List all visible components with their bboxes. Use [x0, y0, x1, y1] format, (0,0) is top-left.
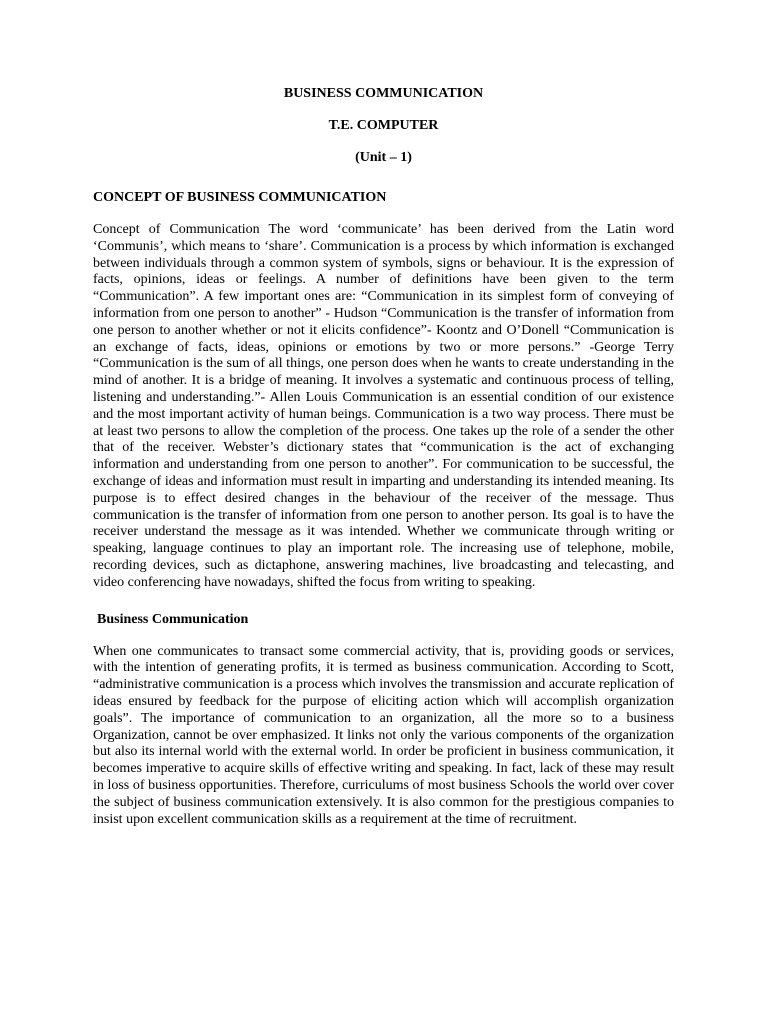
document-page [93, 86, 674, 848]
section-concept [93, 190, 674, 592]
unit-label: (Unit – 1) [355, 150, 412, 165]
section-heading-concept: CONCEPT OF BUSINESS COMMUNICATION [93, 190, 387, 205]
section-heading-business-communication: Business Communication [97, 611, 249, 627]
course-name: T.E. COMPUTER [328, 118, 439, 133]
paragraph-business-communication: When one communicates to transact some commercial activity, that is, providing goods or services, with the intention of generating profits, it is termed as business communication. According to Scott, “administrative communication is a process which involves the transmission and accurate replication of ideas ensured by feedback for the purpose of eliciting action which will accomplish organization goals”. The importance of communication to an organization, all the more so to a business Organization, cannot be over emphasized. It links not only the various components of the organization but also its internal world with the external world. In order be proficient in business communication, it becomes imperative to acquire skills of effective writing and speaking. In fact, lack of these may result in loss of business opportunities. Therefore, curriculums of most business Schools the world over cover the subject of business communication extensively. It is also common for the prestigious companies to insist upon excellent communication skills as a requirement at the time of recruitment. [93, 643, 674, 827]
paragraph-concept: Concept of Communication The word ‘communicate’ has been derived from the Latin word ‘Communis’, which means to ‘share’. Communication is a process by which information is exchanged between individuals through a common system of symbols, signs or behaviour. It is the expression of facts, opinions, ideas or feelings. A number of definitions have been given to the term “Communication”. A few important ones are: “Communication in its simplest form of conveying of information from one person to another” - Hudson “Communication is the transfer of information from one person to another whether or not it elicits confidence”- Koontz and O’Donell “Communication is an exchange of facts, ideas, opinions or emotions by two or more persons.” -George Terry “Communication is the sum of all things, one person does when he wants to create understanding in the mind of another. It is a bridge of meaning. It involves a systematic and continuous process of telling, listening and understanding.”- Allen Louis Communication is an essential condition of our existence and the most important activity of human beings. Communication is a two way process. There must be at least two persons to allow the completion of the process. One takes up the role of a sender the other that of the receiver. Webster’s dictionary states that “communication is the act of exchanging information and understanding from one person to another”. For communication to be successful, the exchange of ideas and information must result in imparting and understanding its intended meaning. Its purpose is to effect desired changes in the behaviour of the receiver of the message. Thus communication is the transfer of information from one person to another person. Its goal is to have the receiver understand the message as it was intended. Whether we communicate through writing or speaking, language continues to play an important role. The increasing use of telephone, mobile, recording devices, such as dictaphone, answering machines, live broadcasting and telecasting, and video conferencing have nowadays, shifted the focus from writing to speaking. [93, 222, 674, 590]
section-business-communication [93, 612, 674, 829]
document-title: BUSINESS COMMUNICATION [283, 86, 484, 101]
